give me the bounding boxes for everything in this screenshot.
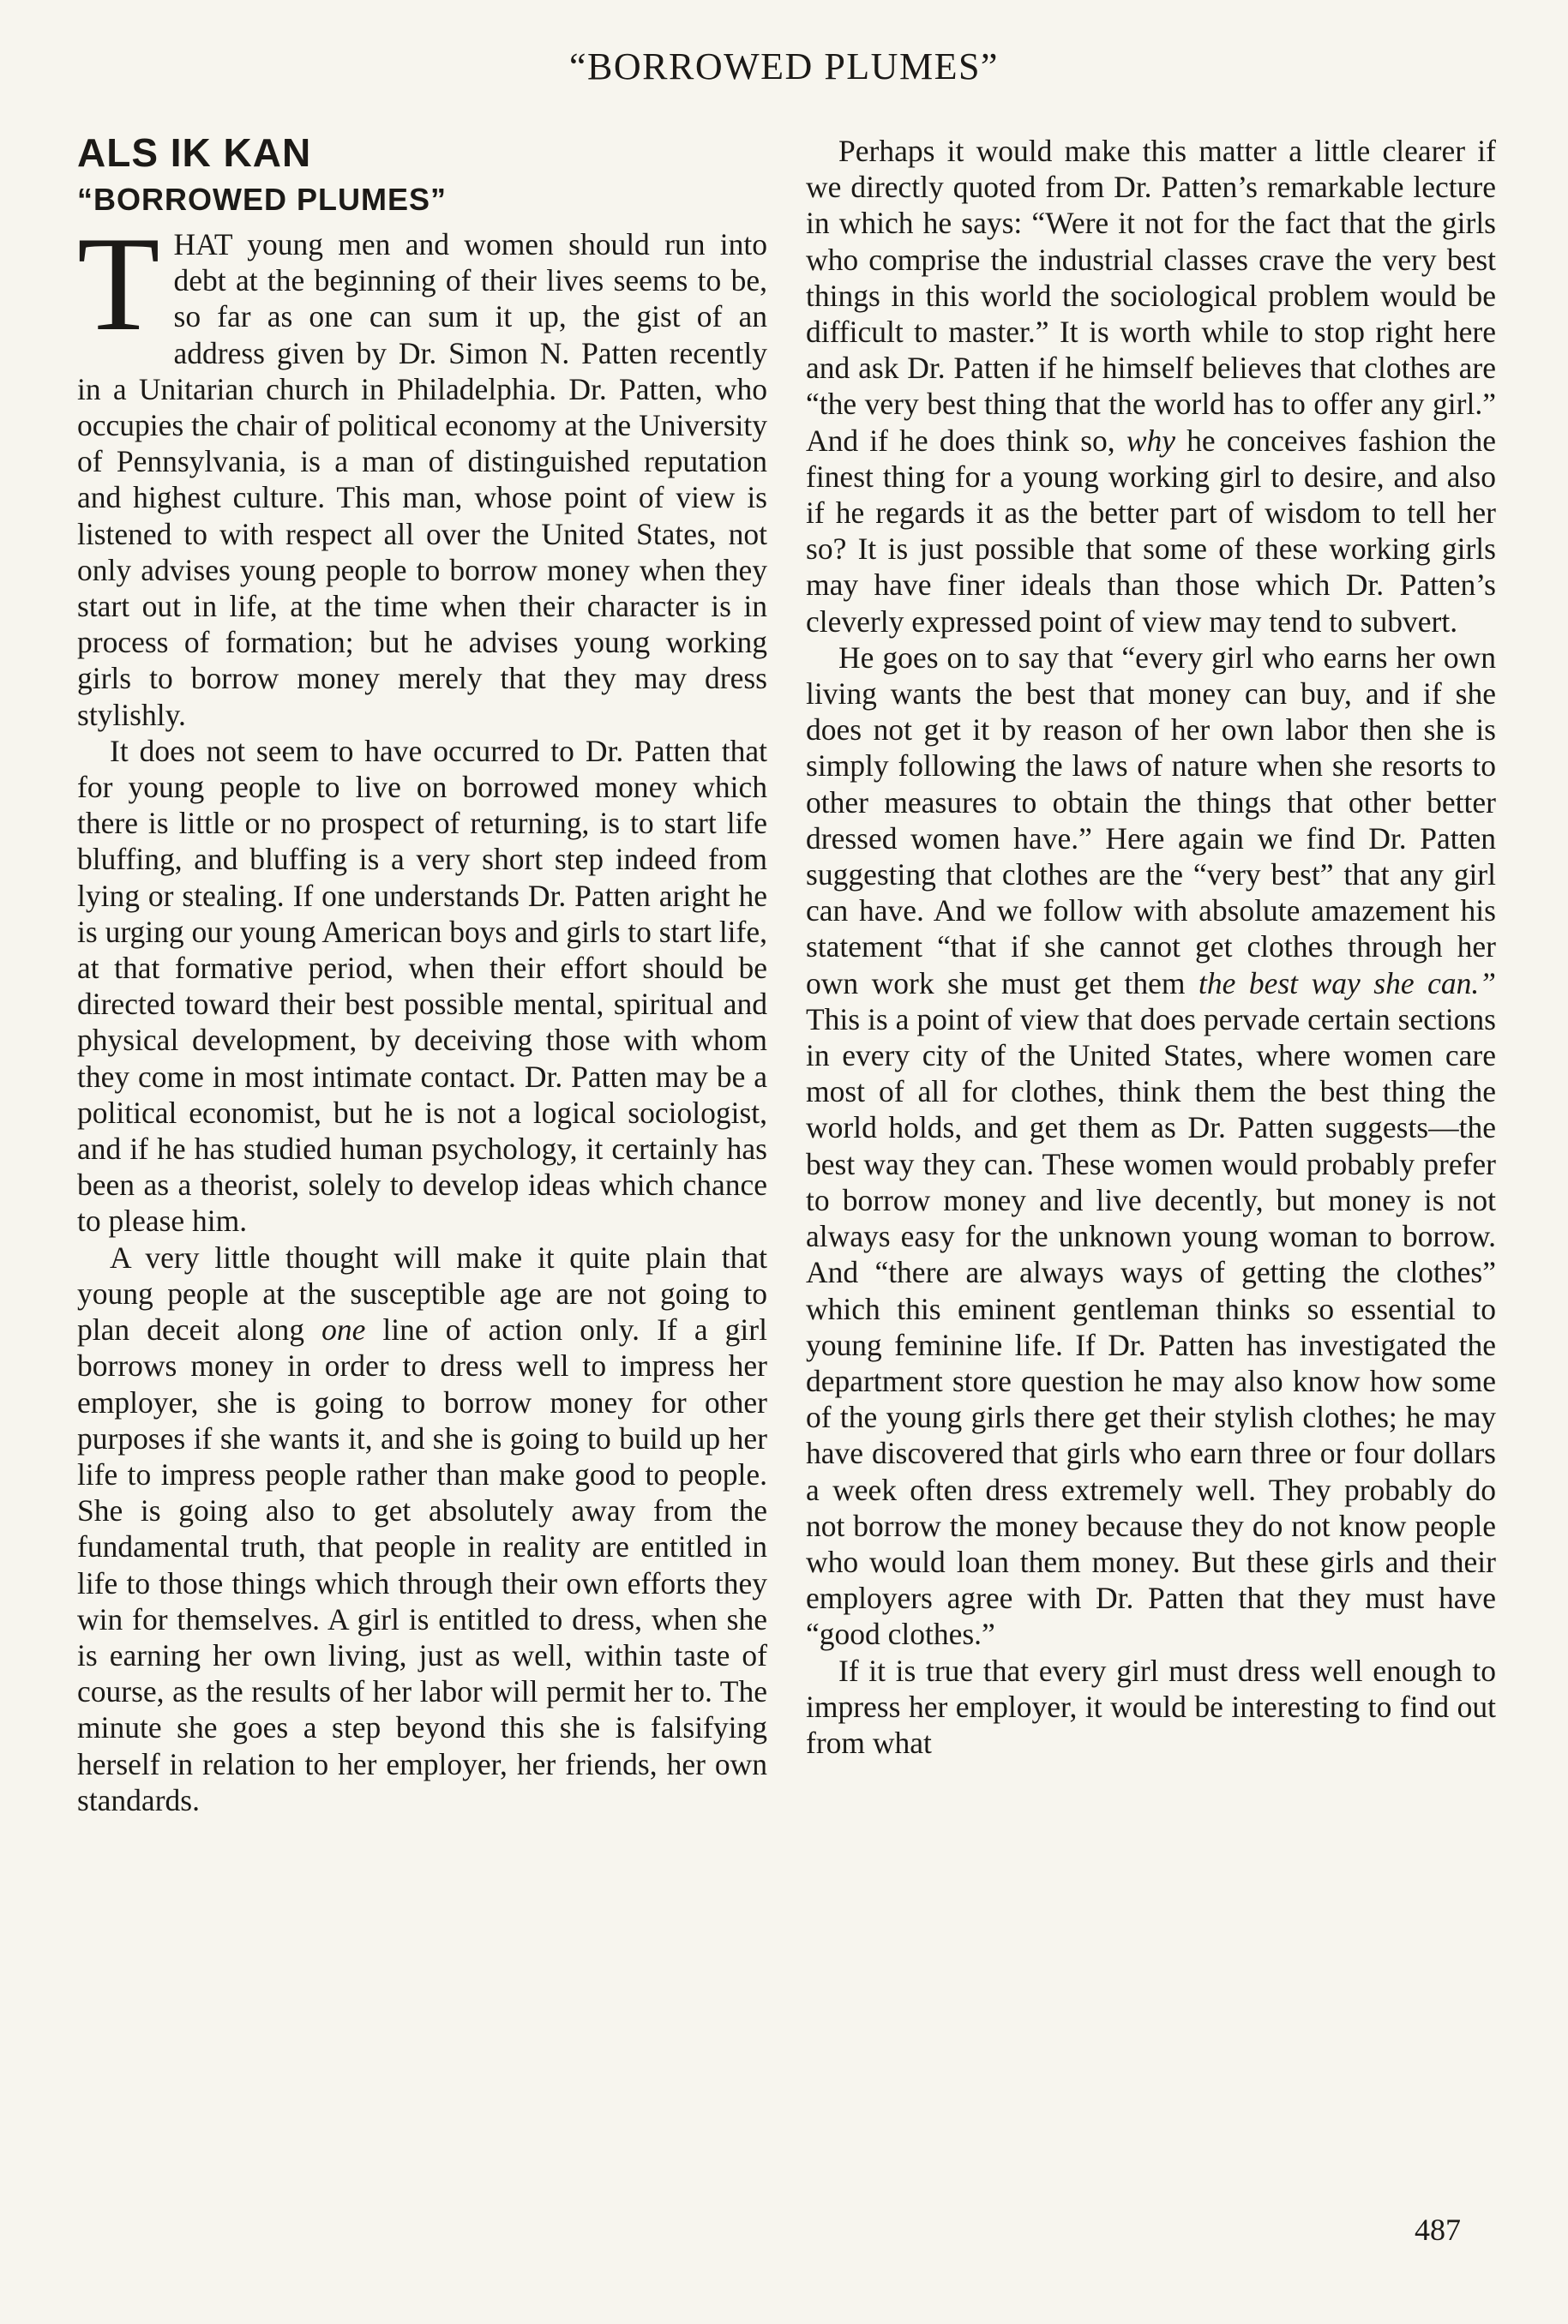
paragraph-1-text: HAT young men and women should run into debt at the beginning of their lives seems to be, so far as one can sum it up, the gist of an address given by Dr. Simon N. Patten recently in a Unitarian church in Philadelphia. Dr. Patten, who occupies the chair of political economy at the University of Pennsylvania, is a man of distinguished reputation and highest culture. This man, whose point of view is listened to with respect all over the United States, not only advises young people to borrow money when they start out in life, at the time when their character is in process of formation; but he advises young working girls to borrow money merely that they may dress stylishly. [77, 227, 767, 732]
paragraph-3-text-a: A very little thought will make it quite plain that young people at the susceptible age are not going to plan deceit along [77, 1240, 767, 1348]
paragraph-3 [77, 1240, 767, 1818]
left-column [77, 129, 767, 1818]
page-number: 487 [1415, 2213, 1461, 2247]
paragraph-5-emphasis: the best way she can.” [1198, 965, 1497, 1000]
paragraph-3-emphasis: one [321, 1312, 366, 1348]
right-column [806, 133, 1496, 1761]
article-subtitle: “BORROWED PLUMES” [77, 182, 447, 217]
paragraph-4-text-a: Perhaps it would make this matter a little clearer if we directly quoted from Dr. Patten’s remarkable lecture in which he says: “Were it not for the fact that the girls who comprise the industrial classes crave the very best things in this world the sociological problem would be difficult to master.” It is worth while to stop right here and ask Dr. Patten if he himself believes that clothes are “the very best thing that the world has to offer any girl.” And if he does think so, [806, 134, 1496, 458]
paragraph-1 [77, 209, 767, 733]
paragraph-4 [806, 133, 1496, 640]
article-title: ALS IK KAN [77, 130, 312, 175]
paragraph-3-text-b: line of action only. If a girl borrows money in order to dress well to impress her employer, she is going to borrow money for other purposes if she wants it, and she is going to build up her life to impress people rather than make good to people. She is going also to get absolutely away from the fundamental truth, that people in reality are entitled in life to those things which through their own efforts they win for themselves. A girl is entitled to dress, when she is earning her own living, just as well, within taste of course, as the results of her labor will permit her to. The minute she goes a step beyond this she is falsifying herself in relation to her employer, her friends, her own standards. [77, 1312, 767, 1817]
drop-cap: T [77, 209, 160, 359]
paragraph-6: If it is true that every girl must dress well enough to impress her employer, it would be interesting to find out from what [806, 1653, 1496, 1760]
running-head: “BORROWED PLUMES” [569, 45, 999, 87]
paragraph-5-text-b: This is a point of view that does pervade certain sections in every city of the United States, where women care most of all for clothes, think them the best thing the world holds, and get them as Dr. Patten suggests—the best way they can. These women would probably prefer to borrow money and live decently, but money is not always easy for the unknown young woman to borrow. And “there are always ways of getting the clothes” which this eminent gentleman thinks so essential to young feminine life. If Dr. Patten has investigated the department store question he may also know how some of the young girls there get their stylish clothes; he may have discovered that girls who earn three or four dollars a week often dress extremely well. They probably do not borrow the money because they do not know people who would loan them money. But these girls and their employers agree with Dr. Patten that they must have “good clothes.” [806, 1001, 1496, 1652]
paragraph-4-text-b: he conceives fashion the finest thing for a young working girl to desire, and also if he regards it as the better part of wisdom to tell her so? It is just possible that some of these working girls may have finer ideals than those which Dr. Patten’s cleverly expressed point of view may tend to subvert. [806, 423, 1496, 639]
paragraph-2: It does not seem to have occurred to Dr. Patten that for young people to live on borrowed money which there is little or no prospect of returning, is to start life bluffing, and bluffing is a very short step indeed from lying or stealing. If one understands Dr. Patten aright he is urging our young American boys and girls to start life, at that formative period, when their effort should be directed toward their best possible mental, spiritual and physical development, by deceiving those with whom they come in most intimate contact. Dr. Patten may be a political economist, but he is not a logical sociologist, and if he has studied human psychology, it certainly has been as a theorist, solely to develop ideas which chance to please him. [77, 733, 767, 1239]
paragraph-5 [806, 640, 1496, 1653]
paragraph-5-text-a: He goes on to say that “every girl who earns her own living wants the best that money can buy, and if she does not get it by reason of her own labor then she is simply following the laws of nature when she resorts to other measures to obtain the things that other better dressed women have.” Here again we find Dr. Patten suggesting that clothes are the “very best” that any girl can have. And we follow with absolute amazement his statement “that if she cannot get clothes through her own work she must get them [806, 640, 1496, 1000]
paragraph-4-emphasis: why [1126, 423, 1175, 458]
